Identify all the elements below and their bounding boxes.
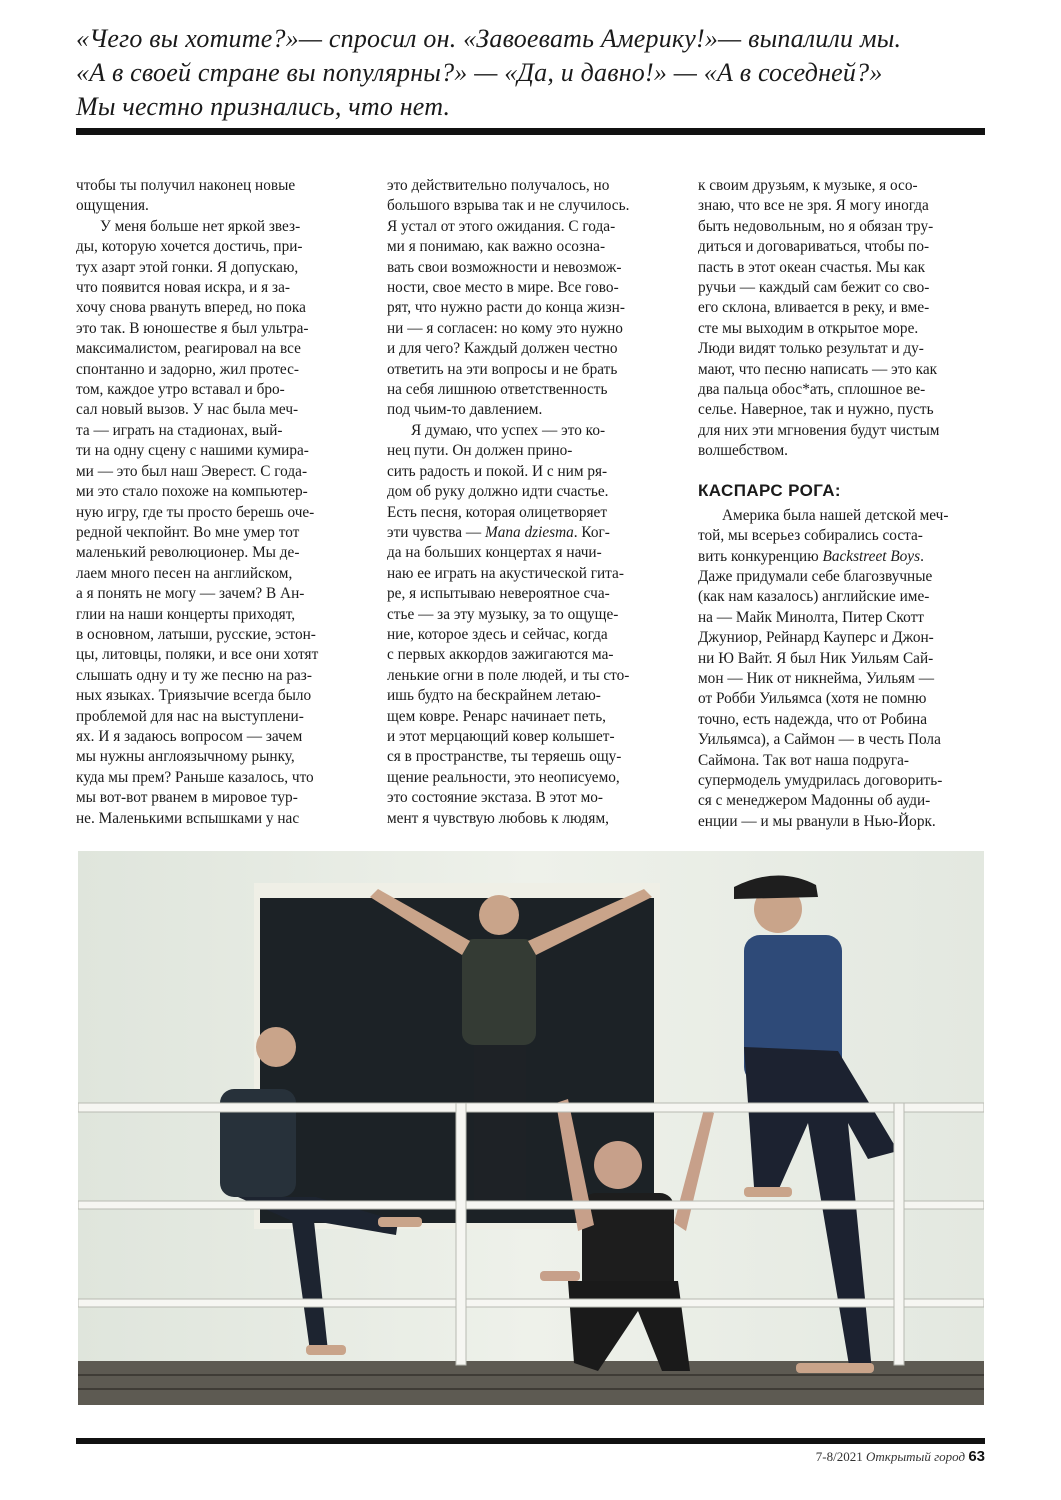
article-line: та — играть на стадионах, вый- bbox=[76, 421, 283, 439]
article-line: знаю, что все не зря. Я могу иногда bbox=[698, 197, 929, 215]
article-line: к своим друзьям, к музыке, я осо- bbox=[698, 177, 918, 194]
article-line: Уильямса), а Саймон — в честь Пола bbox=[698, 731, 941, 749]
article-line: Есть песня, которая олицетворяет bbox=[387, 503, 608, 521]
lead-quote-line: Мы честно признались, что нет. bbox=[76, 92, 451, 121]
article-column-1 bbox=[76, 176, 344, 829]
article-line: енции — и мы рванули в Нью-Йорк. bbox=[698, 812, 936, 830]
article-column-3-bottom bbox=[698, 506, 966, 833]
article-line: редной чекпойнт. Во мне умер тот bbox=[76, 523, 300, 541]
article-line bbox=[698, 547, 966, 567]
band-photo-illustration bbox=[78, 851, 984, 1405]
article-line: ды, которую хочется достичь, при- bbox=[76, 238, 303, 256]
article-column-3 bbox=[698, 176, 966, 832]
article-line: что появится новая искра, и я за- bbox=[76, 279, 290, 297]
article-line: щем ковре. Ренарс начинает петь, bbox=[387, 707, 606, 725]
article-line: ся с менеджером Мадонны об ауди- bbox=[698, 792, 931, 810]
article-line: сал новый вызов. У нас была меч- bbox=[76, 401, 299, 419]
speaker-subhead: КАСПАРС РОГА: bbox=[698, 480, 841, 500]
article-line: а я понять не могу — зачем? В Ан- bbox=[76, 585, 305, 603]
article-line: стье — за эту музыку, за то ощуще- bbox=[387, 605, 619, 623]
article-line: ощущения. bbox=[76, 197, 149, 215]
article-line: ся в пространстве, ты теряешь ощу- bbox=[387, 748, 622, 766]
article-line: большого взрыва так и не случилось. bbox=[387, 197, 630, 215]
article-line: щение реальности, это неописуемо, bbox=[387, 768, 620, 786]
article-line: в основном, латыши, русские, эстон- bbox=[76, 625, 316, 643]
article-line: чтобы ты получил наконец новые bbox=[76, 177, 296, 194]
article-line: диться и договариваться, чтобы по- bbox=[698, 238, 930, 256]
article-column-3-top bbox=[698, 176, 966, 462]
article-line: ях. И я задаюсь вопросом — зачем bbox=[76, 727, 303, 745]
italic-title: Mana dziesma bbox=[484, 523, 574, 541]
article-line: ни — я согласен: но кому это нужно bbox=[387, 319, 623, 337]
italic-title: Backstreet Boys bbox=[822, 547, 921, 565]
article-line: той, мы всерьез собирались соста- bbox=[698, 527, 923, 545]
band-photo bbox=[78, 851, 984, 1405]
article-line: ную игру, где ты просто берешь оче- bbox=[76, 503, 315, 521]
article-line: на себя лишнюю ответственность bbox=[387, 381, 608, 399]
article-line: проблемой для нас на выступлени- bbox=[76, 707, 304, 725]
article-line: спонтанно и задорно, жил протес- bbox=[76, 360, 299, 378]
article-line: супермодель умудрилась договорить- bbox=[698, 771, 943, 789]
article-line: его склона, вливается в реку, и вме- bbox=[698, 299, 930, 317]
article-line: нец пути. Он должен прино- bbox=[387, 442, 573, 460]
article-line: не. Маленькими вспышками у нас bbox=[76, 809, 300, 827]
magazine-name: Открытый город bbox=[865, 1449, 966, 1464]
article-line: на — Майк Минолта, Питер Скотт bbox=[698, 608, 924, 626]
article-line bbox=[387, 523, 655, 543]
article-line: и для чего? Каждый должен честно bbox=[387, 340, 618, 358]
article-line: мы нужны англоязычному рынку, bbox=[76, 748, 295, 766]
article-line: ответить на эти вопросы и не брать bbox=[387, 360, 618, 378]
article-line: У меня больше нет яркой звез- bbox=[100, 217, 301, 235]
article-line: под чьим-то давлением. bbox=[387, 401, 543, 419]
article-line: это состояние экстаза. В этот мо- bbox=[387, 789, 603, 807]
article-line: это так. В юношестве я был ультра- bbox=[76, 319, 309, 337]
line-text: . Ког- bbox=[573, 523, 610, 541]
article-line: ленькие огни в поле людей, и ты сто- bbox=[387, 666, 630, 684]
article-line: да на больших концертах я начи- bbox=[387, 544, 602, 562]
header-divider bbox=[76, 128, 985, 135]
article-line: глии на наши концерты приходят, bbox=[76, 605, 296, 623]
line-text: . bbox=[920, 547, 924, 565]
article-line: максималистом, реагировал на все bbox=[76, 340, 301, 358]
article-line: мон — Ник от никнейма, Уильям — bbox=[698, 669, 935, 687]
page-number: 63 bbox=[968, 1448, 985, 1465]
issue-date: 7-8/2021 bbox=[815, 1449, 863, 1464]
article-line: пасть в этот океан счастья. Мы как bbox=[698, 258, 926, 276]
article-line: сить радость и покой. И с ним ря- bbox=[387, 462, 608, 480]
article-line: куда мы прем? Раньше казалось, что bbox=[76, 768, 314, 786]
article-line: от Робби Уильямса (хотя не помню bbox=[698, 690, 927, 708]
article-line: мы вот-вот рванем в мировое тур- bbox=[76, 789, 298, 807]
article-line: Я устал от этого ожидания. С года- bbox=[387, 217, 616, 235]
article-line: с первых аккордов зажигаются ма- bbox=[387, 646, 614, 664]
article-line: это действительно получалось, но bbox=[387, 177, 610, 194]
article-line: ных языках. Триязычие всегда было bbox=[76, 687, 312, 705]
article-line: Саймона. Так вот наша подруга- bbox=[698, 751, 910, 769]
article-line: ми — это был наш Эверест. С года- bbox=[76, 462, 308, 480]
article-line: селье. Наверное, так и нужно, пусть bbox=[698, 401, 934, 419]
article-line: и этот мерцающий ковер колышет- bbox=[387, 727, 615, 745]
article-line: лаем много песен на английском, bbox=[76, 564, 293, 582]
line-text: эти чувства — bbox=[387, 523, 485, 541]
article-line: вать свои возможности и невозмож- bbox=[387, 258, 622, 276]
article-line: ти на одну сцену с нашими кумира- bbox=[76, 442, 309, 460]
page-footer bbox=[816, 1448, 985, 1465]
article-line: для них эти мгновения будут чистым bbox=[698, 421, 940, 439]
article-line: Даже придумали себе благозвучные bbox=[698, 567, 933, 585]
footer-divider bbox=[76, 1438, 985, 1444]
article-line: ре, я испытываю невероятное сча- bbox=[387, 585, 610, 603]
line-text: вить конкуренцию bbox=[698, 547, 823, 565]
article-line: (как нам казалось) английские име- bbox=[698, 588, 930, 606]
lead-quote-line: «Чего вы хотите?»— спросил он. «Завоевать Америку!»— выпалили мы. bbox=[76, 24, 902, 53]
article-column-2 bbox=[387, 176, 655, 829]
article-line: мают, что песню написать — это как bbox=[698, 360, 938, 378]
article-line: волшебством. bbox=[698, 442, 789, 460]
article-line: ишь будто на бескрайнем летаю- bbox=[387, 687, 601, 705]
article-line: дом об руку должно идти счастье. bbox=[387, 483, 609, 501]
article-line: ми я понимаю, как важно осозна- bbox=[387, 238, 606, 256]
article-line: том, каждое утро вставал и бро- bbox=[76, 381, 285, 399]
article-line: ни Ю Вайт. Я был Ник Уильям Сай- bbox=[698, 649, 934, 667]
article-line: Люди видят только результат и ду- bbox=[698, 340, 924, 358]
article-line: наю ее играть на акустической гита- bbox=[387, 564, 624, 582]
article-line: точно, есть надежда, что от Робина bbox=[698, 710, 928, 728]
article-line: Джуниор, Рейнард Кауперс и Джон- bbox=[698, 629, 934, 647]
article-line: ности, свое место в мире. Все гово- bbox=[387, 279, 619, 297]
article-line: рят, что нужно расти до конца жизн- bbox=[387, 299, 625, 317]
article-line: цы, литовцы, поляки, и все они хотят bbox=[76, 646, 319, 664]
article-line: маленький революционер. Мы де- bbox=[76, 544, 300, 562]
article-line: сте мы выходим в открытое море. bbox=[698, 319, 919, 337]
article-line: быть недовольным, но я обязан тру- bbox=[698, 217, 934, 235]
article-line: Америка была нашей детской меч- bbox=[722, 506, 949, 524]
lead-quote bbox=[76, 22, 991, 124]
article-line: ми это стало похоже на компьютер- bbox=[76, 483, 308, 501]
article-line: мент я чувствую любовь к людям, bbox=[387, 809, 609, 827]
article-line: ручьи — каждый сам бежит со сво- bbox=[698, 279, 930, 297]
article-line: хочу снова рвануть вперед, но пока bbox=[76, 299, 306, 317]
article-line: слышать одну и ту же песню на раз- bbox=[76, 666, 312, 684]
article-line: ние, которое здесь и сейчас, когда bbox=[387, 625, 608, 643]
lead-quote-line: «А в своей стране вы популярны?» — «Да, и давно!» — «А в соседней?» bbox=[76, 58, 883, 87]
article-line: Я думаю, что успех — это ко- bbox=[411, 421, 606, 439]
article-line: тух азарт этой гонки. Я допускаю, bbox=[76, 258, 299, 276]
article-line: два пальца обос*ать, сплошное ве- bbox=[698, 381, 926, 399]
